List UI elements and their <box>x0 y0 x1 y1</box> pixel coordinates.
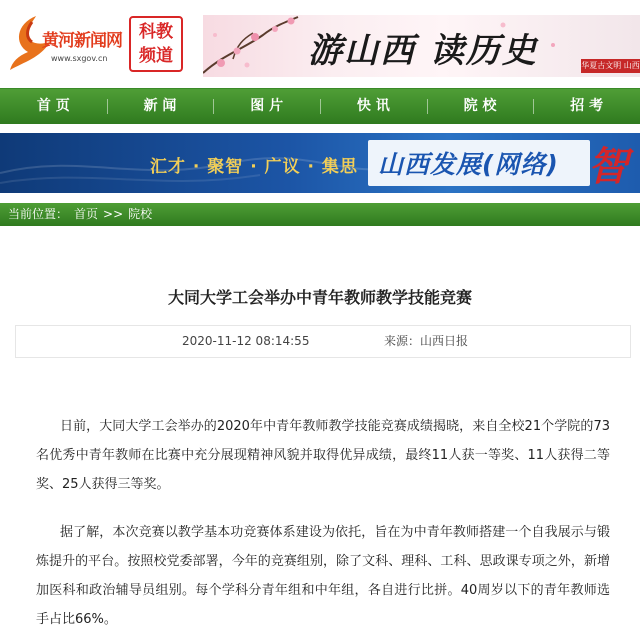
main-nav <box>0 88 640 124</box>
article-title: 大同大学工会举办中青年教师教学技能竞赛 <box>167 288 472 307</box>
article-paragraph-1: 日前，大同大学工会举办的2020年中青年教师教学技能竞赛成绩揭晓，来自全校21个学院的73名优秀中青年教师在比赛中充分展现精神风貌并取得优异成绩，最终11人获一等奖、11人获得二等奖、25人获得三等奖。 <box>36 419 610 492</box>
breadcrumb-path <box>74 203 152 226</box>
breadcrumb <box>0 203 640 226</box>
banner-title: 游山西 读历史 <box>308 31 538 71</box>
nav-item-home[interactable]: 首 页 <box>36 98 70 114</box>
nav-item-news[interactable]: 新 闻 <box>107 89 214 124</box>
site-header <box>0 0 640 88</box>
article-paragraph-2: 据了解，本次竞赛以教学基本功竞赛体系建设为依托，旨在为中青年教师搭建一个自我展示与锻炼提升的平台。按照校党委部署，今年的竞赛组别，除了文科、理科、工科、思政课专项之外，新增加医科和政治辅导员组别。每个学科分青年组和中年组，各自进行比拼。40周岁以下的青年教师选手占比66%。 <box>36 525 610 627</box>
banner-seal: 华夏古文明 山西 <box>581 59 640 73</box>
channel-badge-line1: 科教 <box>139 22 173 42</box>
breadcrumb-current-link[interactable]: 院校 <box>128 207 153 221</box>
breadcrumb-home-link[interactable]: 首页 <box>74 207 99 221</box>
nav-item-colleges[interactable]: 院 校 <box>427 89 534 124</box>
tourism-banner[interactable] <box>203 15 640 77</box>
breadcrumb-separator: >> <box>103 207 124 221</box>
nav-item-flash[interactable]: 快 讯 <box>320 89 427 124</box>
channel-badge-line2: 频道 <box>139 46 173 66</box>
promo-banner[interactable] <box>0 133 640 193</box>
logo-text: 黄河新闻网 <box>42 31 122 51</box>
logo-url: www.sxgov.cn <box>51 54 108 63</box>
channel-badge[interactable] <box>129 16 183 72</box>
article-source: 来源：山西日报 <box>384 334 469 348</box>
nav-item-photos[interactable]: 图 片 <box>213 89 320 124</box>
nav-item-exams[interactable]: 招 考 <box>533 89 640 124</box>
promo-title: 山西发展(网络) <box>378 150 559 179</box>
promo-calligraphy: 智 <box>588 143 628 190</box>
article-meta <box>15 325 631 358</box>
promo-slogan: 汇才 · 聚智 · 广议 · 集思 <box>150 157 358 177</box>
breadcrumb-label: 当前位置： <box>8 207 69 221</box>
article-date: 2020-11-12 08:14:55 <box>182 334 310 348</box>
site-logo[interactable] <box>6 12 126 72</box>
